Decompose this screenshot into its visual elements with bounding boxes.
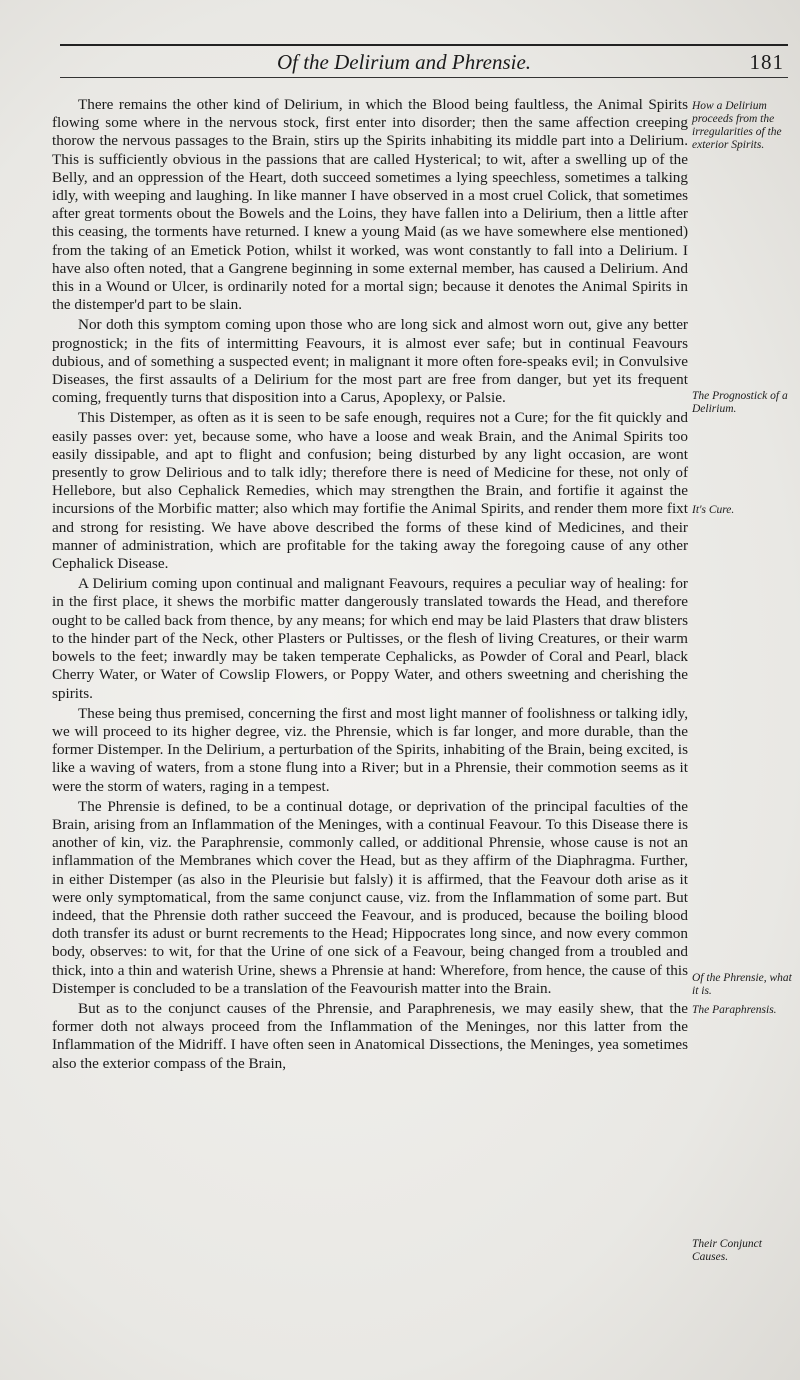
margin-note-phrensie: Of the Phrensie, what it is. (692, 972, 792, 997)
body-text (52, 96, 688, 1075)
paragraph: The Phrensie is defined, to be a continual dotage, or deprivation of the principal faculties of the Brain, arising from an Inflammation of the Meninges, with a continual Feavour. To this Disease there is another of kin, viz. the Paraphrensie, commonly called, or additional Phrensie, whose cause is not an inflammation of the Membranes which cover the Head, but as they affirm of the Diaphragma. Further, in either Distemper (as also in the Pleurisie but falsly) it is affirmed, that the Feavour doth arise as it were only symptomatical, from the same conjunct cause, viz. from the Inflammation of some part. But indeed, that the Phrensie doth rather succeed the Feavour, and is produced, because the boiling blood doth transfer its adust or burnt recrements to the Head; Hippocrates long since, and now every common body, observes: to wit, for that the Urine of one sick of a Feavour, being changed from a troubled and thick, into a thin and waterish Urine, shews a Phrensie at hand: Wherefore, from hence, the cause of this Distemper is concluded to be a translation of the Feavourish matter into the Brain. (52, 797, 688, 997)
running-title: Of the Delirium and Phrensie. (276, 50, 532, 74)
paragraph: Nor doth this symptom coming upon those who are long sick and almost worn out, give any better prognostick; in the fits of intermitting Feavours, it is almost ever safe; but in continual Feavours dubious, and of something a suspected event; in malignant it more often fore-speaks evil; in Convulsive Diseases, the first assaults of a Delirium for the most part are free from danger, but yet its frequent coming, frequently turns that disposition into a Carus, Apoplexy, or Palsie. (52, 316, 688, 407)
margin-note-conjunct-causes: Their Conjunct Causes. (692, 1238, 762, 1263)
paragraph: There remains the other kind of Delirium, in which the Blood being faultless, the Animal Spirits flowing some where in the nervous stock, first enter into disorder; then the same affection creeping thorow the nervous passages to the Brain, stirs up the Spirits inhabiting its middle part into a Delirium. This is sufficiently obvious in the passions that are called Hysterical; to wit, after a swelling up of the Belly, and an oppression of the Heart, doth succeed sometimes a lying speechless, sometimes a talking idly, with weeping and laughing. In like manner I have observed in a most cruel Colick, that sometimes after great torments obout the Bowels and the Loins, they have fallen into a Delirium, then a little after this ceasing, the torments have returned. I knew a young Maid (as we have somewhere else mentioned) from the taking of an Emetick Potion, whilst it worked, was wont constantly to fall into a Delirium. I have also often noted, that a Gangrene beginning in some external member, has caused a Delirium. And this in a Wound or Ulcer, is ordinarily noted for a mortal sign; because it denotes the Animal Spirits in the distemper'd part to be slain. (52, 96, 688, 314)
margin-note-paraphrensis: The Paraphrensis. (692, 1004, 777, 1016)
paragraph: These being thus premised, concerning the first and most light manner of foolishness or talking idly, we will proceed to its higher degree, viz. the Phrensie, which is far longer, and more durable, than the former Distemper. In the Delirium, a perturbation of the Spirits, inhabiting of the Brain, being excited, is like a waving of waters, from a stone flung into a River; but in a Phrensie, their commotion seems as it were the storm of waters, raging in a tempest. (52, 704, 688, 795)
paragraph: But as to the conjunct causes of the Phrensie, and Paraphrenesis, we may easily shew, that the former doth not always proceed from the Inflammation of the Meninges, nor this latter from the Inflammation of the Midriff. I have often seen in Anatomical Dissections, the Meninges, yea sometimes also the exterior compass of the Brain, (52, 999, 688, 1072)
margin-note-prognostick: The Prognostick of a Delirium. (692, 390, 788, 415)
paragraph: A Delirium coming upon continual and malignant Feavours, requires a peculiar way of healing: for in the first place, it shews the morbific matter dangerously translated towards the Head, and therefore ought to be called back from thence, by any means; for which end may be laid Plasters that draw blisters to the hinder part of the Neck, other Plasters or Pultisses, or the flesh of living Creatures, or their warm bowels to the feet; inwardly may be taken temperate Cephalicks, as Powder of Coral and Pearl, black Cherry Water, or Water of Cowslip Flowers, or Poppy Water, and others sweetning and cherishing the spirits. (52, 575, 688, 702)
header-rule-bottom (60, 77, 788, 78)
header-rule-top (60, 44, 788, 46)
margin-note-cure: It's Cure. (692, 504, 735, 516)
margin-note-delirium-origin: How a Delirium proceeds from the irregularities of the exterior Spirits. (692, 100, 782, 151)
page-number: 181 (749, 50, 784, 74)
paragraph: This Distemper, as often as it is seen to be safe enough, requires not a Cure; for the fit quickly and easily passes over: yet, because some, who have a loose and weak Brain, and the Animal Spirits too easily dissipable, and apt to flight and confusion; being disturbed by any light occasion, are wont presently to grow Delirious and to talk idly; therefore there is need of Medicine for these, not only of Hellebore, but also Cephalick Remedies, which may strengthen the Brain, and fortifie it against the incursions of the Morbific matter; also which may fortifie the Animal Spirits, and render them more fixt and strong for resisting. We have above described the forms of these kind of Medicines, and their manner of administration, which are profitable for the taking away the foregoing cause of any other Cephalick Disease. (52, 409, 688, 573)
page-header (60, 44, 788, 78)
